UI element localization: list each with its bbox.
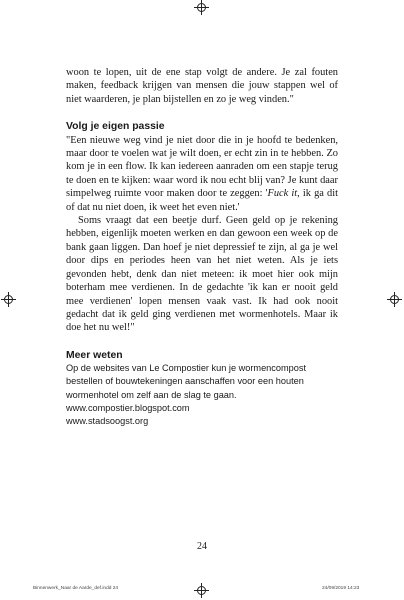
print-slug-filename: Binnenwerk_Naar de Aarde_def.indd 24 [33,586,119,591]
registration-mark-icon [4,295,13,304]
emphasis-text: Fuck it [267,188,298,200]
page-content [66,66,338,428]
registration-mark-icon [197,586,206,595]
registration-mark-icon [390,295,399,304]
info-block [66,362,338,428]
paragraph-text: , ik ga dit of dat nu niet doen, ik weet het even niet.' [66,188,339,213]
website-link-compostier: www.compostier.blogspot.com [66,402,190,413]
print-slug-timestamp: 24/09/2019 14:23 [322,586,360,591]
page-number: 24 [197,541,207,552]
registration-mark-icon [197,3,206,12]
section-heading-passie: Volg je eigen passie [66,121,165,133]
info-text: Op de websites van Le Compostier kun je wormencompost bestellen of bouwtekeningen aanschaffen voor een houten wormenhotel om zelf aan de slag te gaan. [66,363,307,400]
paragraph-passie-2: Soms vraagt dat een beetje durf. Geen geld op je rekening hebben, eigenlijk moeten werken en dan gewoon een week op de bank gaan liggen. Dan hoef je niet depressief te zijn, al ga je wel door dips en periodes heen van het niet weten. Als je iets gevonden hebt, denk dan niet meteen: ik moet hier ook mijn boterham mee verdienen. In de gedachte 'ik kan er nooit geld mee verdienen' lopen mensen vaak vast. Ik had ook nooit gedacht dat ik geld ging verdienen met wormenhotels. Maar ik doe het nu wel!" [66,215,338,334]
paragraph-passie-1 [66,134,338,214]
website-link-stadsoogst: www.stadsoogst.org [66,415,149,426]
section-heading-meer-weten: Meer weten [66,349,123,361]
paragraph-continued: woon te lopen, uit de ene stap volgt de andere. Je zal fouten maken, feedback krijgen van mensen die jouw stappen wel of niet waarderen, je plan bijstellen en zo je weg vinden." [66,67,338,105]
paragraph-text: "Een nieuwe weg vind je niet door die in je hoofd te bedenken, maar door te voelen wat je wilt doen, er echt zin in te hebben. Zo kom je in een flow. Ik kan iedereen aanraden om een stapje terug te doen en te kijken: waar word ik nou echt blij van? Je kunt daar simpelweg ruimte voor maken door te zeggen: ' [66,134,338,200]
